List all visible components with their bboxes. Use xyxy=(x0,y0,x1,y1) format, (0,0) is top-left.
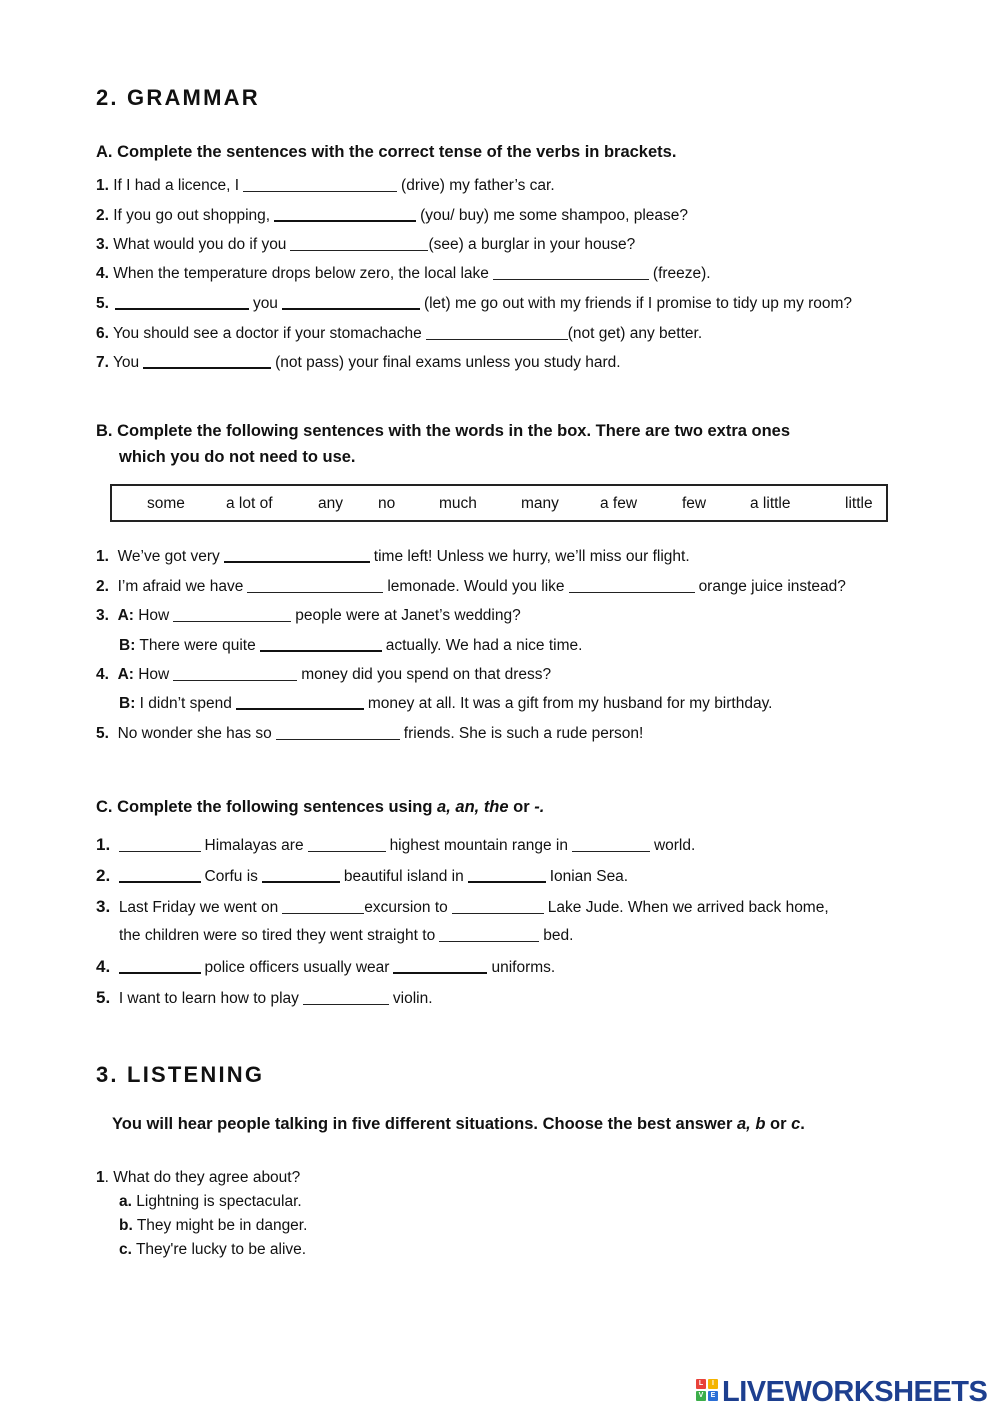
part-c-item-4: 4. police officers usually wear uniforms. xyxy=(96,957,556,976)
part-b-item-5: 5. No wonder she has so friends. She is such a rude person! xyxy=(96,725,644,742)
part-c-item-3b: the children were so tired they went straight to bed. xyxy=(119,927,574,944)
answer-blank[interactable] xyxy=(262,880,340,883)
part-b-item-2: 2. I’m afraid we have lemonade. Would you like orange juice instead? xyxy=(96,578,846,595)
answer-blank[interactable] xyxy=(303,1003,389,1005)
answer-blank[interactable] xyxy=(282,307,420,310)
answer-blank[interactable] xyxy=(236,707,364,710)
logo-text: LIVEWORKSHEETS xyxy=(722,1376,988,1408)
word-box-item: many xyxy=(521,495,559,512)
part-c-item-5: 5. I want to learn how to play violin. xyxy=(96,988,433,1007)
word-box-item: no xyxy=(378,495,396,512)
part-b-item-4a: 4. A: How money did you spend on that dress? xyxy=(96,666,552,683)
answer-blank[interactable] xyxy=(276,738,400,740)
word-box-item: some xyxy=(147,495,185,512)
word-box-item: a little xyxy=(750,495,791,512)
part-a-instruction: A. Complete the sentences with the correct tense of the verbs in brackets. xyxy=(96,143,677,161)
answer-blank[interactable] xyxy=(569,591,695,593)
listening-option-c[interactable]: c. They're lucky to be alive. xyxy=(119,1241,307,1258)
answer-blank[interactable] xyxy=(274,219,416,222)
part-c-item-2: 2. Corfu is beautiful island in Ionian Sea. xyxy=(96,866,629,885)
part-a-item-4: 4. When the temperature drops below zero, the local lake (freeze). xyxy=(96,265,711,282)
word-box-item: a lot of xyxy=(226,495,273,512)
word-box xyxy=(110,484,888,522)
answer-blank[interactable] xyxy=(572,850,650,852)
answer-blank[interactable] xyxy=(224,560,370,563)
answer-blank[interactable] xyxy=(119,880,201,883)
answer-blank[interactable] xyxy=(260,649,382,652)
answer-blank[interactable] xyxy=(393,971,487,974)
part-a-item-1: 1. If I had a licence, I (drive) my father’s car. xyxy=(96,177,555,194)
answer-blank[interactable] xyxy=(468,880,546,883)
word-box-item: any xyxy=(318,495,343,512)
part-c-item-1: 1. Himalayas are highest mountain range in world. xyxy=(96,835,696,854)
part-b-item-1: 1. We’ve got very time left! Unless we hurry, we’ll miss our flight. xyxy=(96,548,690,565)
word-box-item: few xyxy=(682,495,707,512)
answer-blank[interactable] xyxy=(452,912,544,914)
part-c-instruction: C. Complete the following sentences using a, an, the or -. xyxy=(96,798,545,816)
answer-blank[interactable] xyxy=(308,850,386,852)
answer-blank[interactable] xyxy=(173,679,297,681)
answer-blank[interactable] xyxy=(119,850,201,852)
word-box-item: much xyxy=(439,495,477,512)
answer-blank[interactable] xyxy=(119,971,201,974)
grammar-heading: 2. GRAMMAR xyxy=(96,85,260,110)
part-b-instruction-line-2: which you do not need to use. xyxy=(119,448,356,466)
listening-instruction: You will hear people talking in five different situations. Choose the best answer a, b or c. xyxy=(112,1115,805,1133)
part-b-item-3a: 3. A: How people were at Janet’s wedding? xyxy=(96,607,521,624)
word-box-item: a few xyxy=(600,495,638,512)
part-b-instruction-line-1: B. Complete the following sentences with the words in the box. There are two extra ones xyxy=(96,422,791,440)
answer-blank[interactable] xyxy=(247,591,383,593)
part-a-item-2: 2. If you go out shopping, (you/ buy) me some shampoo, please? xyxy=(96,207,689,224)
answer-blank[interactable] xyxy=(282,912,364,914)
answer-blank[interactable] xyxy=(439,940,539,942)
part-b-item-4b: B: I didn’t spend money at all. It was a gift from my husband for my birthday. xyxy=(119,695,773,712)
answer-blank[interactable] xyxy=(290,249,428,251)
part-a-item-7: 7. You (not pass) your final exams unless you study hard. xyxy=(96,354,621,371)
listening-question-1: 1. What do they agree about? xyxy=(96,1169,301,1186)
part-c-item-3a: 3. Last Friday we went on excursion to Lake Jude. When we arrived back home, xyxy=(96,897,829,916)
listening-option-a[interactable]: a. Lightning is spectacular. xyxy=(119,1193,302,1210)
answer-blank[interactable] xyxy=(493,278,649,280)
part-a-item-6: 6. You should see a doctor if your stomachache (not get) any better. xyxy=(96,325,703,342)
part-b-item-3b: B: There were quite actually. We had a nice time. xyxy=(119,637,583,654)
logo-cubes-icon: L I V E xyxy=(696,1379,720,1403)
word-box-item: little xyxy=(845,495,873,512)
listening-option-b[interactable]: b. They might be in danger. xyxy=(119,1217,308,1234)
answer-blank[interactable] xyxy=(243,190,397,192)
part-a-item-5: 5. you (let) me go out with my friends if I promise to tidy up my room? xyxy=(96,295,853,312)
listening-heading: 3. LISTENING xyxy=(96,1062,265,1087)
answer-blank[interactable] xyxy=(115,307,249,310)
part-a-item-3: 3. What would you do if you (see) a burglar in your house? xyxy=(96,236,636,253)
answer-blank[interactable] xyxy=(143,366,271,369)
answer-blank[interactable] xyxy=(426,338,568,340)
answer-blank[interactable] xyxy=(173,620,291,622)
